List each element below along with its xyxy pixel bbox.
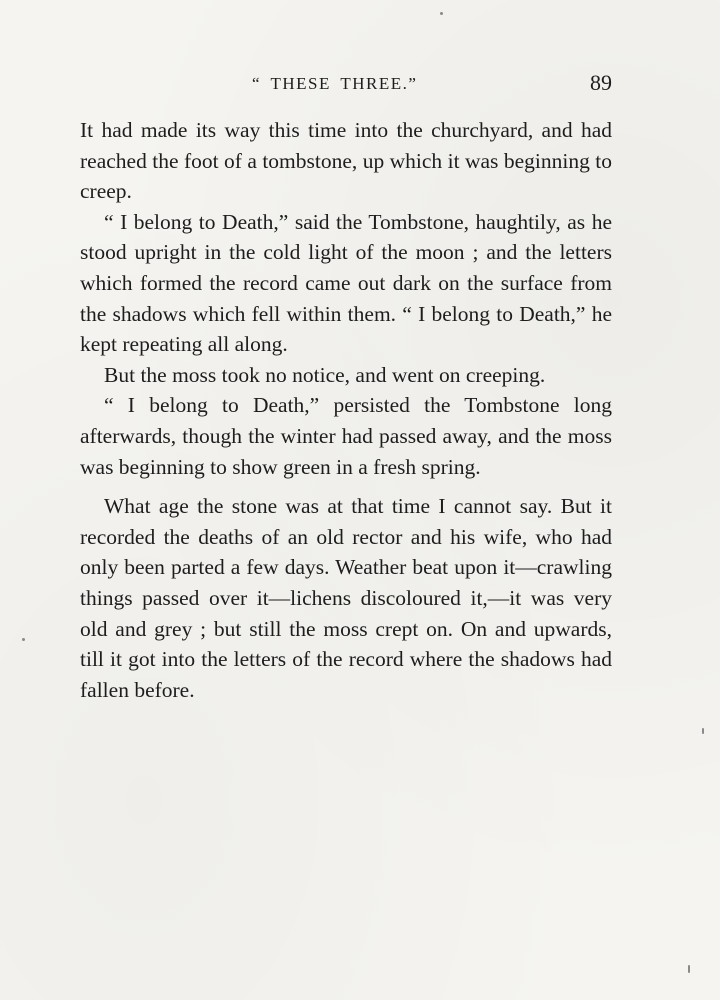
page-header	[80, 70, 612, 102]
paragraph: “ I belong to Death,” said the Tombstone, haughtily, as he stood upright in the cold light of the moon ; and the letters which formed the record came out dark on the surface from the shadows which fell within them. “ I belong to Death,” he kept repeating all along.	[80, 209, 612, 357]
ink-speck	[702, 728, 704, 734]
paragraph: “ I belong to Death,” persisted the Tombstone long afterwards, though the winter had passed away, and the moss was beginning to show green in a fresh spring.	[80, 393, 612, 479]
paragraph: But the moss took no notice, and went on creeping.	[104, 362, 546, 387]
ink-speck	[440, 12, 443, 15]
paragraph: It had made its way this time into the churchyard, and had reached the foot of a tombstone, up which it was beginning to creep.	[80, 118, 612, 204]
page-number: 89	[590, 70, 612, 95]
ink-speck	[688, 965, 690, 973]
body-text	[80, 115, 612, 705]
ink-speck	[22, 638, 25, 641]
running-head: “ THESE THREE.”	[252, 74, 418, 93]
paragraph: What age the stone was at that time I cannot say. But it recorded the deaths of an old rector and his wife, who had only been parted a few days. Weather beat upon it—crawling things passed over it—lichens discoloured it,—it was very old and grey ; but still the moss crept on. On and upwards, till it got into the letters of the record where the shadows had fallen before.	[80, 494, 612, 702]
